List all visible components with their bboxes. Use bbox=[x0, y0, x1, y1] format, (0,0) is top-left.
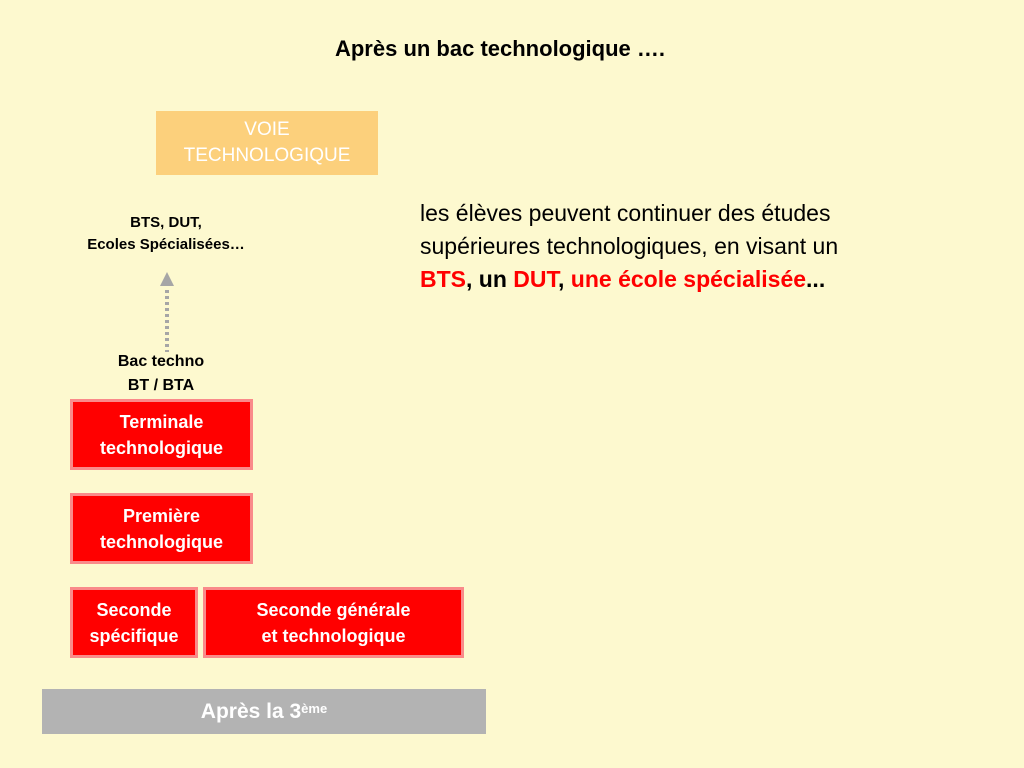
bts-highlight: BTS bbox=[420, 266, 466, 292]
voie-line1: VOIE bbox=[244, 119, 290, 140]
seconde-specifique-box bbox=[70, 587, 198, 658]
description-line2: supérieures technologiques, en visant un bbox=[420, 233, 839, 259]
description-line1: les élèves peuvent continuer des études bbox=[420, 200, 831, 226]
ellipsis: ... bbox=[806, 266, 826, 292]
voie-line2: TECHNOLOGIQUE bbox=[183, 145, 351, 166]
premiere-technologique-box bbox=[70, 493, 253, 564]
sep2: , bbox=[558, 266, 571, 292]
apres-text: Après la 3 bbox=[200, 699, 302, 723]
dotted-up-arrow-icon bbox=[155, 270, 179, 354]
seconde-gen-line2: et technologique bbox=[261, 625, 406, 646]
voie-technologique-box bbox=[156, 111, 378, 175]
seconde-spec-line1: Seconde bbox=[96, 599, 172, 620]
apres-la-3eme-bar bbox=[42, 689, 486, 734]
apres-sup: ème bbox=[301, 701, 328, 716]
terminale-line2: technologique bbox=[100, 437, 223, 458]
seconde-generale-box bbox=[203, 587, 464, 658]
ecole-highlight: une école spécialisée bbox=[570, 266, 807, 292]
terminale-technologique-box bbox=[70, 399, 253, 470]
premiere-line1: Première bbox=[122, 505, 201, 526]
description-text bbox=[420, 197, 980, 296]
bts-dut-label bbox=[50, 212, 282, 256]
bts-label-line2: Ecoles Spécialisées… bbox=[87, 236, 245, 253]
page-title: Après un bac technologique …. bbox=[334, 36, 666, 61]
premiere-line2: technologique bbox=[100, 531, 223, 552]
sep1: , un bbox=[466, 266, 514, 292]
seconde-gen-line1: Seconde générale bbox=[256, 599, 411, 620]
terminale-line1: Terminale bbox=[119, 411, 204, 432]
bac-label-line2: BT / BTA bbox=[127, 377, 195, 394]
bts-label-line1: BTS, DUT, bbox=[130, 214, 202, 231]
bac-techno-label bbox=[90, 350, 232, 398]
dut-highlight: DUT bbox=[513, 266, 559, 292]
description-line3 bbox=[420, 263, 980, 296]
bac-label-line1: Bac techno bbox=[117, 353, 205, 370]
seconde-spec-line2: spécifique bbox=[89, 625, 179, 646]
